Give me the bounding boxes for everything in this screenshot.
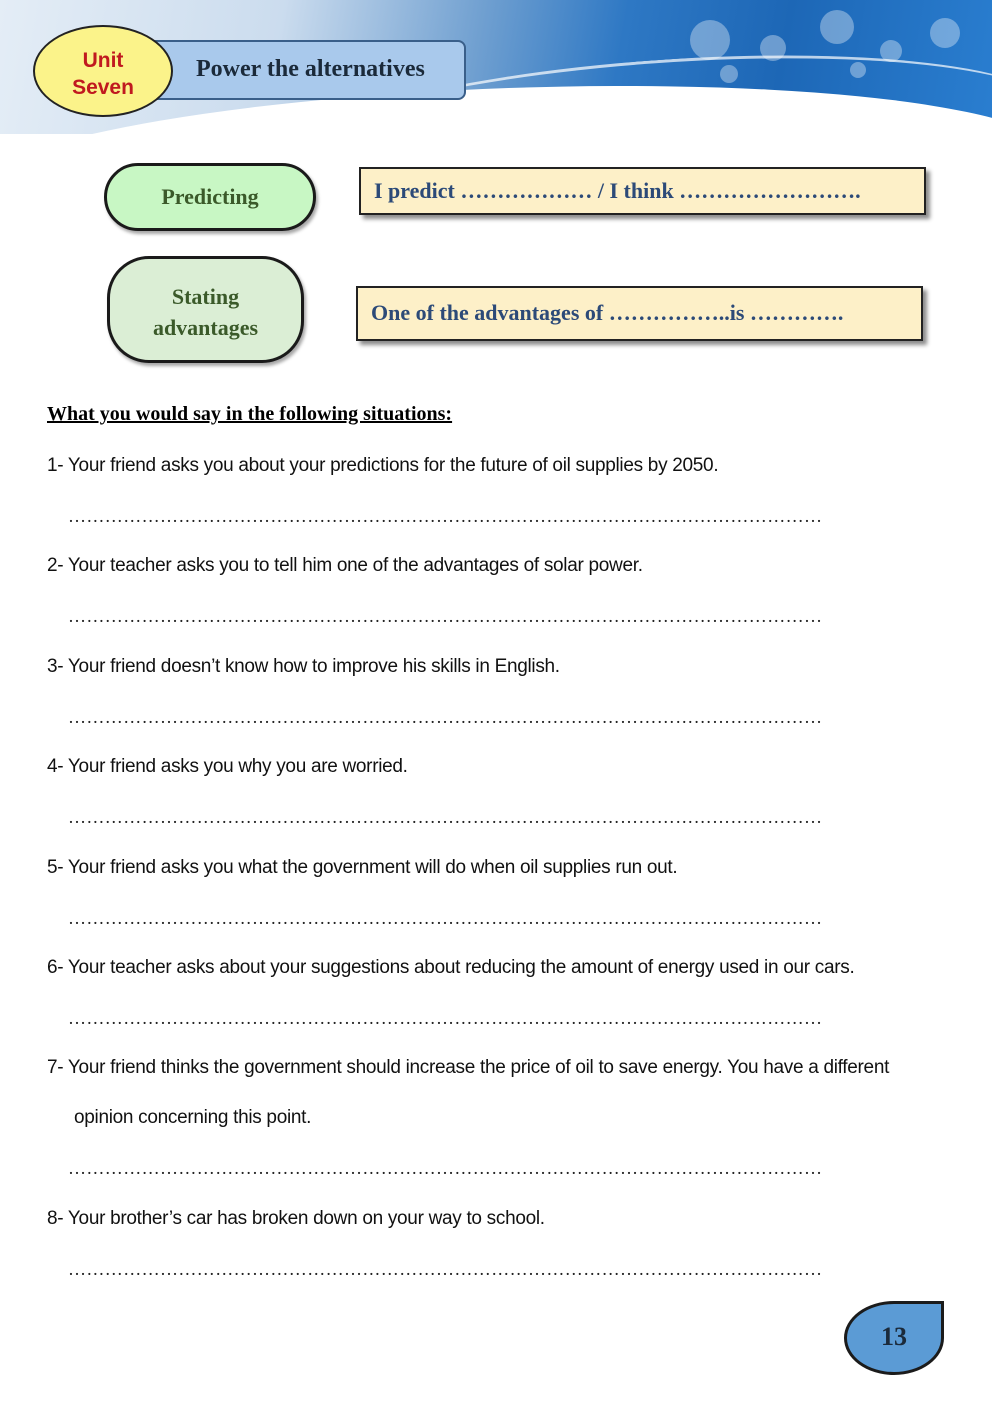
answer-line-1[interactable]: …………………………………………………………………………………………………………… — [68, 506, 823, 526]
function-predicting-label — [104, 163, 316, 231]
situation-4: 4- Your friend asks you why you are worried. — [47, 756, 408, 777]
unit-title: Power the alternatives — [196, 56, 425, 82]
situation-5: 5- Your friend asks you what the government will do when oil supplies run out. — [47, 857, 678, 878]
answer-line-4[interactable]: …………………………………………………………………………………………………………… — [68, 807, 823, 827]
answer-line-8[interactable]: …………………………………………………………………………………………………………… — [68, 1259, 823, 1279]
answer-line-6[interactable]: …………………………………………………………………………………………………………… — [68, 1008, 823, 1028]
function-predicting-phrase: I predict ……………… / I think ……………………. — [359, 167, 926, 215]
situation-8: 8- Your brother’s car has broken down on your way to school. — [47, 1208, 545, 1229]
page-number: 13 — [844, 1301, 944, 1375]
answer-line-5[interactable]: …………………………………………………………………………………………………………… — [68, 908, 823, 928]
situation-7-continuation: opinion concerning this point. — [74, 1107, 312, 1128]
situation-3: 3- Your friend doesn’t know how to improve his skills in English. — [47, 656, 560, 677]
function-stating-advantages-phrase: One of the advantages of ……………..is …………. — [356, 286, 923, 341]
situation-6: 6- Your teacher asks about your suggestions about reducing the amount of energy used in our cars. — [47, 957, 855, 978]
situation-7: 7- Your friend thinks the government should increase the price of oil to save energy. You have a different — [47, 1057, 890, 1078]
answer-line-3[interactable]: …………………………………………………………………………………………………………… — [68, 707, 823, 727]
situation-2: 2- Your teacher asks you to tell him one of the advantages of solar power. — [47, 555, 643, 576]
situation-1: 1- Your friend asks you about your predictions for the future of oil supplies by 2050. — [47, 455, 719, 476]
unit-title-box — [140, 40, 466, 100]
function-label-line1: Stating — [171, 284, 240, 309]
answer-line-7[interactable]: …………………………………………………………………………………………………………… — [68, 1158, 823, 1178]
function-label-line2: advantages — [152, 315, 259, 340]
exercise-heading: What you would say in the following situations: — [47, 403, 453, 425]
function-stating-advantages-label — [107, 256, 304, 363]
function-label: Predicting — [161, 184, 259, 209]
unit-badge — [33, 25, 173, 117]
unit-label: Unit — [82, 49, 124, 72]
unit-number: Seven — [72, 76, 134, 99]
answer-line-2[interactable]: …………………………………………………………………………………………………………… — [68, 606, 823, 626]
